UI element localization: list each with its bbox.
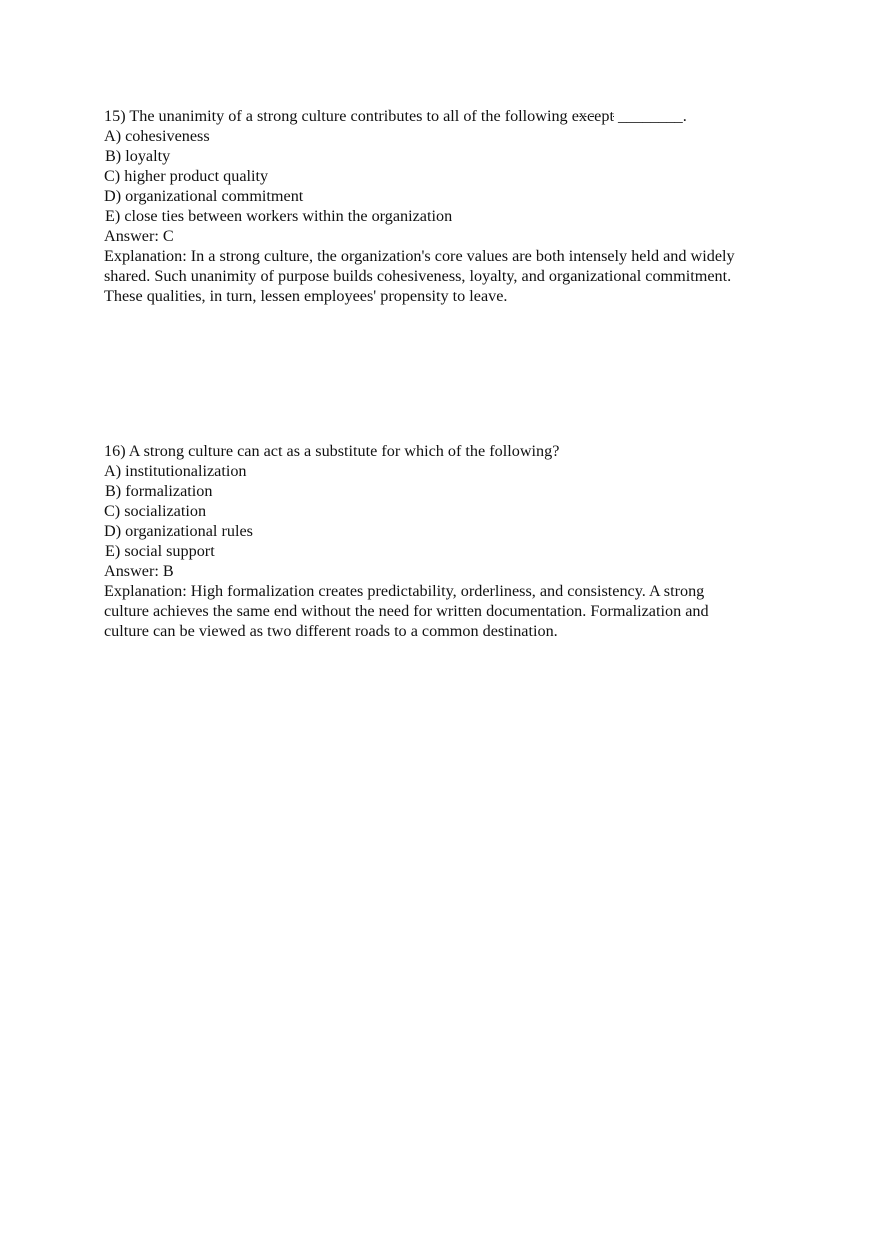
option-e: E) social support — [105, 542, 215, 560]
question-15 — [104, 106, 794, 306]
explanation-line-3: culture can be viewed as two different roads to a common destination. — [104, 622, 558, 640]
option-a: A) cohesiveness — [104, 127, 210, 145]
question-16 — [104, 441, 794, 641]
option-d: D) organizational commitment — [104, 187, 304, 205]
explanation-line-2: culture achieves the same end without the need for written documentation. Formalization and — [104, 602, 709, 620]
option-a: A) institutionalization — [104, 462, 247, 480]
option-d: D) organizational rules — [104, 522, 253, 540]
option-b: B) formalization — [105, 482, 213, 500]
option-c: C) higher product quality — [104, 167, 269, 185]
question-stem: 16) A strong culture can act as a substitute for which of the following? — [104, 442, 560, 460]
option-e: E) close ties between workers within the organization — [105, 207, 453, 225]
explanation-line-1: Explanation: High formalization creates predictability, orderliness, and consistency. A strong — [104, 582, 705, 600]
answer-line: Answer: B — [104, 562, 174, 580]
stem-text-before: 15) The unanimity of a strong culture contributes to all of the following — [104, 107, 572, 125]
stem-emphasis-except: except — [571, 107, 614, 125]
explanation-line-2: shared. Such unanimity of purpose builds cohesiveness, loyalty, and organizational commitment. — [104, 267, 732, 285]
option-c: C) socialization — [104, 502, 207, 520]
explanation-line-1: Explanation: In a strong culture, the organization's core values are both intensely held and widely — [104, 247, 735, 265]
question-stem — [104, 106, 794, 126]
explanation-line-3: These qualities, in turn, lessen employees' propensity to leave. — [104, 287, 508, 305]
option-b: B) loyalty — [105, 147, 171, 165]
stem-text-after: ________. — [613, 107, 687, 125]
answer-line: Answer: C — [104, 227, 174, 245]
